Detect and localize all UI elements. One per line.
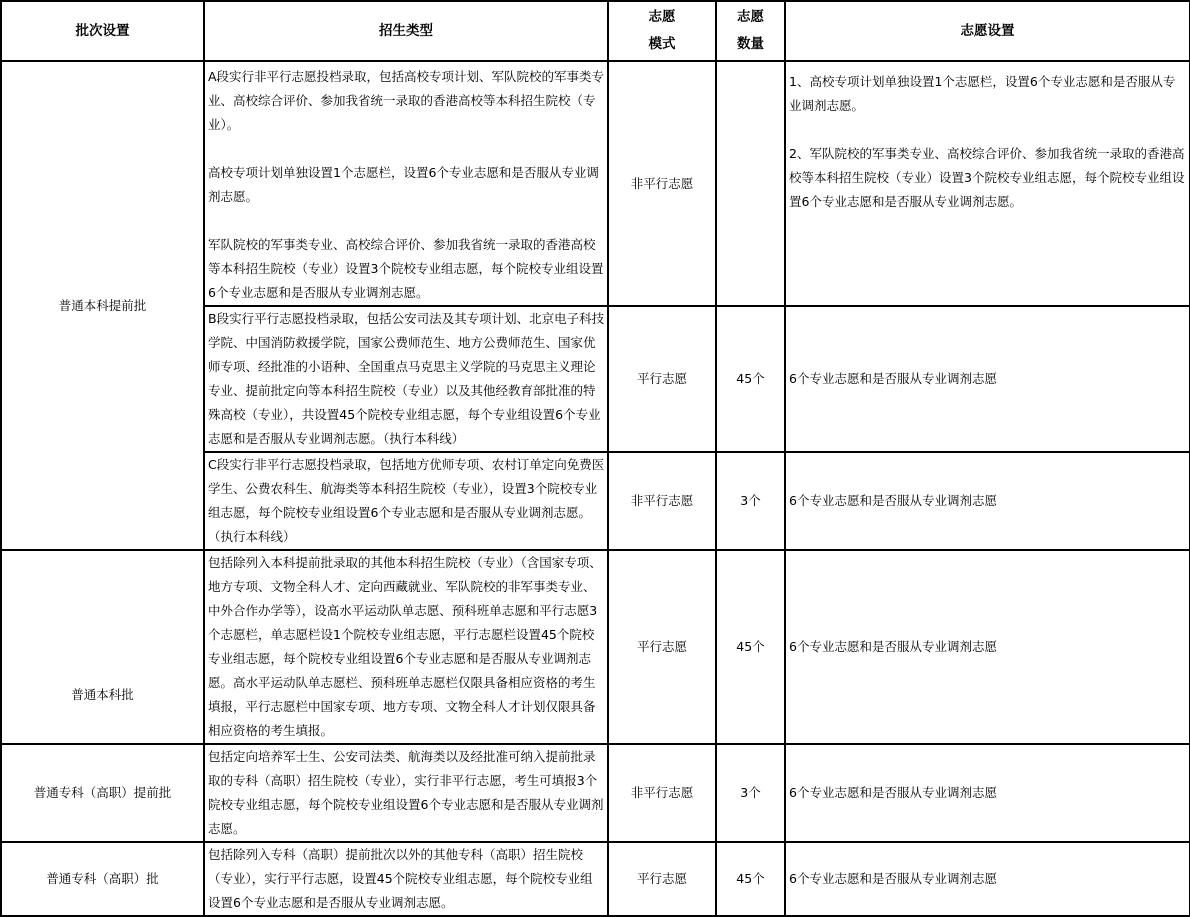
header-type: 招生类型 <box>204 1 608 61</box>
count-cell: 3个 <box>716 452 785 550</box>
type-paragraph: 高校专项计划单独设置1个志愿栏，设置6个专业志愿和是否服从专业调剂志愿。 <box>208 165 599 204</box>
mode-cell: 非平行志愿 <box>608 744 716 842</box>
setting-cell: 6个专业志愿和是否服从专业调剂志愿 <box>785 550 1190 744</box>
header-count <box>716 1 785 61</box>
type-paragraph: 包括除列入本科提前批录取的其他本科招生院校（专业）（含国家专项、地方专项、文物全科人才、定向西藏就业、军队院校的非军事类专业、中外合作办学等），设高水平运动队单志愿、预科班单志愿和平行志愿3个志愿栏，单志愿栏设1个院校专业组志愿，平行志愿栏设置45个院校专业组志愿，每个院校专业组设置6个专业志愿和是否服从专业调剂志愿。高水平运动队单志愿栏、预科班单志愿栏仅限具备相应资格的考生填报，平行志愿栏中国家专项、地方专项、文物全科人才计划仅限具备相应资格的考生填报。 <box>208 555 602 738</box>
setting-paragraph: 1、高校专项计划单独设置1个志愿栏，设置6个专业志愿和是否服从专业调剂志愿。 <box>789 74 1176 113</box>
table-row <box>1 744 1190 842</box>
type-paragraph: 军队院校的军事类专业、高校综合评价、参加我省统一录取的香港高校等本科招生院校（专业）设置3个院校专业组志愿，每个院校专业组设置6个专业志愿和是否服从专业调剂志愿。 <box>208 237 604 300</box>
setting-paragraph: 2、军队院校的军事类专业、高校综合评价、参加我省统一录取的香港高校等本科招生院校（专业）设置3个院校专业组志愿，每个院校专业组设置6个专业志愿和是否服从专业调剂志愿。 <box>789 146 1185 209</box>
mode-cell: 非平行志愿 <box>608 61 716 306</box>
type-paragraph: C段实行非平行志愿投档录取，包括地方优师专项、农村订单定向免费医学生、公费农科生、航海类等本科招生院校（专业），设置3个院校专业组志愿，每个院校专业组设置6个专业志愿和是否服从专业调剂志愿。（执行本科线） <box>208 457 605 544</box>
mode-cell: 平行志愿 <box>608 842 716 916</box>
setting-cell: 6个专业志愿和是否服从专业调剂志愿 <box>785 452 1190 550</box>
header-batch: 批次设置 <box>1 1 204 61</box>
batch-cell: 普通本科批 <box>1 550 204 744</box>
count-cell: 45个 <box>716 842 785 916</box>
setting-cell: 6个专业志愿和是否服从专业调剂志愿 <box>785 306 1190 452</box>
header-count-line2: 数量 <box>737 36 764 52</box>
type-paragraph: B段实行平行志愿投档录取，包括公安司法及其专项计划、北京电子科技学院、中国消防救援学院，国家公费师范生、地方公费师范生、国家优师专项、经批准的小语种、全国重点马克思主义学院的马克思主义理论专业、提前批定向等本科招生院校（专业）以及其他经教育部批准的特殊高校（专业），共设置45个院校专业组志愿，每个专业组设置6个专业志愿和是否服从专业调剂志愿。（执行本科线） <box>208 311 605 446</box>
type-cell <box>204 306 608 452</box>
header-mode-line1: 志愿 <box>648 9 676 25</box>
type-paragraph: 包括定向培养军士生、公安司法类、航海类以及经批准可纳入提前批录取的专科（高职）招生院校（专业），实行非平行志愿，考生可填报3个院校专业组志愿，每个院校专业组设置6个专业志愿和是否服从专业调剂志愿。 <box>208 749 604 836</box>
table-row <box>1 550 1190 744</box>
header-count-line1: 志愿 <box>737 9 764 25</box>
setting-cell: 6个专业志愿和是否服从专业调剂志愿 <box>785 744 1190 842</box>
count-cell: 45个 <box>716 550 785 744</box>
header-mode-line2: 模式 <box>648 36 676 52</box>
header-setting: 志愿设置 <box>785 1 1190 61</box>
mode-cell: 平行志愿 <box>608 550 716 744</box>
type-cell <box>204 550 608 744</box>
type-cell <box>204 842 608 916</box>
count-cell: 3个 <box>716 744 785 842</box>
type-paragraph: 包括除列入专科（高职）提前批次以外的其他专科（高职）招生院校（专业），实行平行志愿，设置45个院校专业组志愿，每个院校专业组设置6个专业志愿和是否服从专业调剂志愿。 <box>208 847 593 910</box>
batch-cell: 普通专科（高职）批 <box>1 842 204 916</box>
mode-cell: 平行志愿 <box>608 306 716 452</box>
type-paragraph: A段实行非平行志愿投档录取，包括高校专项计划、军队院校的军事类专业、高校综合评价、参加我省统一录取的香港高校等本科招生院校（专业）。 <box>208 69 605 132</box>
batch-cell: 普通专科（高职）提前批 <box>1 744 204 842</box>
header-row <box>1 1 1190 61</box>
batch-cell: 普通本科提前批 <box>1 61 204 550</box>
mode-cell: 非平行志愿 <box>608 452 716 550</box>
type-cell <box>204 61 608 306</box>
setting-cell: 6个专业志愿和是否服从专业调剂志愿 <box>785 842 1190 916</box>
table-row <box>1 61 1190 306</box>
setting-cell <box>785 61 1190 306</box>
type-cell <box>204 452 608 550</box>
table-row <box>1 842 1190 916</box>
count-cell <box>716 61 785 306</box>
header-mode <box>608 1 716 61</box>
type-cell <box>204 744 608 842</box>
count-cell: 45个 <box>716 306 785 452</box>
